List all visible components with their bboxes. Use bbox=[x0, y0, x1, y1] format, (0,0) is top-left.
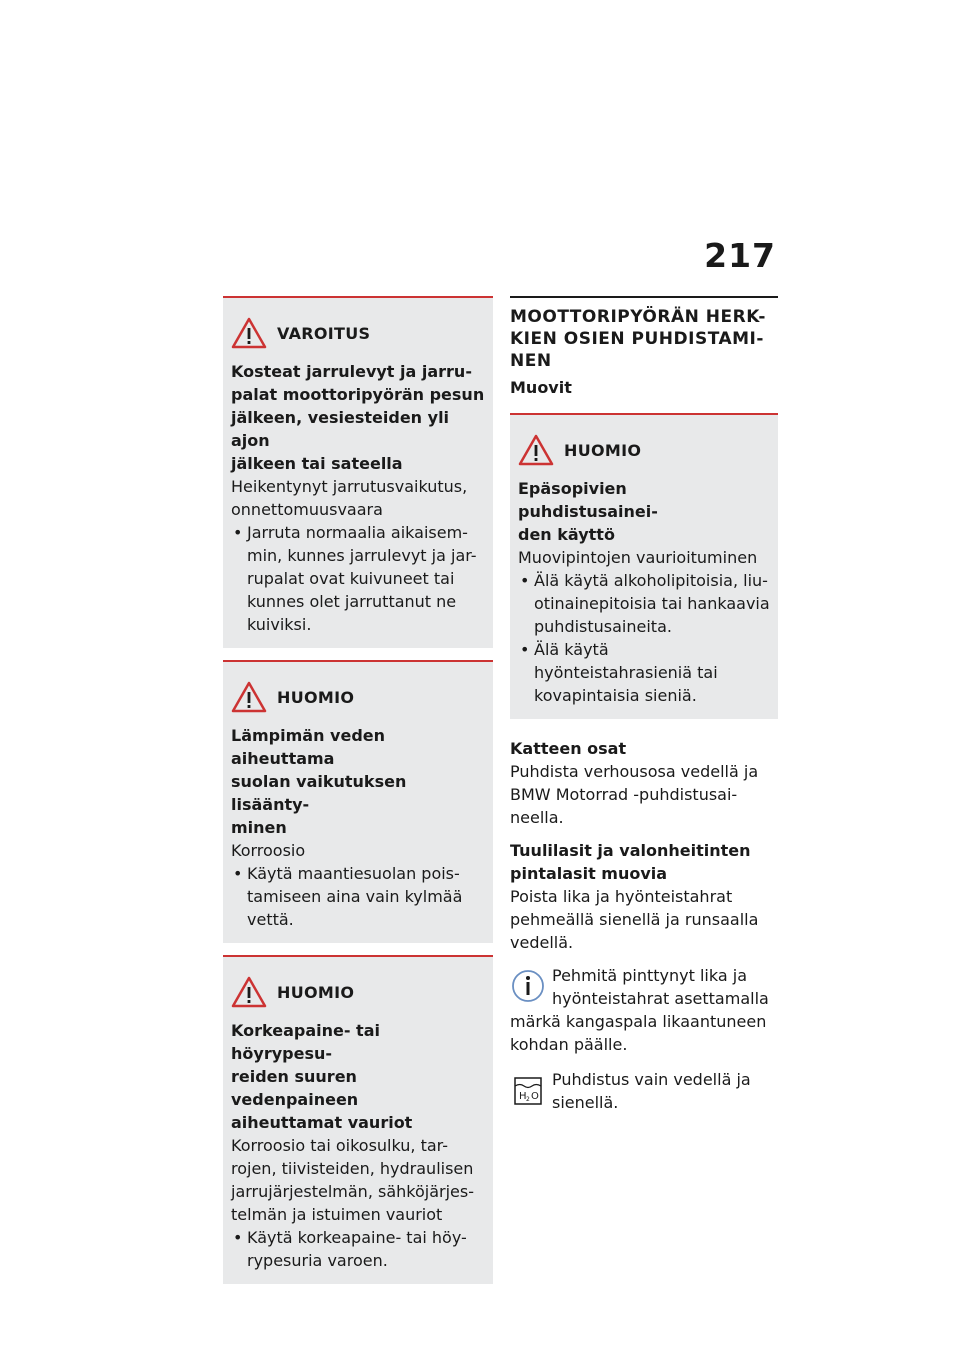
h2o-icon bbox=[510, 1070, 546, 1110]
box-title-line: Epäsopivien puhdistusainei- bbox=[518, 479, 658, 521]
box-text-line: Korroosio tai oikosulku, tar- bbox=[231, 1136, 448, 1155]
warning-triangle-icon bbox=[231, 317, 267, 349]
bullet-item: • Älä käytä alkoholipitoisia, liu-otinainepitoisia tai hankaavia puhdistusaineita. bbox=[518, 569, 770, 638]
box-text-line: telmän ja istuimen vauriot bbox=[231, 1205, 443, 1224]
page-number: 217 bbox=[704, 236, 776, 275]
section-title-line: KIEN OSIEN PUHDISTAMI- bbox=[510, 329, 764, 349]
box-title bbox=[231, 360, 485, 475]
info-note bbox=[510, 964, 778, 1056]
box-title-line: Korkeapaine- tai höyrypesu- bbox=[231, 1021, 380, 1063]
box-text-line: onnettomuusvaara bbox=[231, 500, 383, 519]
notice-box bbox=[223, 955, 493, 1284]
bullet-item: • Älä käytä hyönteistahrasieniä tai kovapintaisia sieniä. bbox=[518, 638, 770, 707]
box-title-line: den käyttö bbox=[518, 525, 615, 544]
notice-box bbox=[510, 413, 778, 719]
section-title-line: NEN bbox=[510, 351, 552, 371]
warning-triangle-icon bbox=[231, 976, 267, 1008]
box-title-line: jälkeen tai sateella bbox=[231, 454, 403, 473]
box-type-label: VAROITUS bbox=[277, 323, 371, 343]
box-type-label: HUOMIO bbox=[277, 687, 355, 707]
section-heading-line: Tuulilasit ja valonheitinten bbox=[510, 841, 751, 860]
bullet-list bbox=[231, 1226, 485, 1272]
svg-text:O: O bbox=[531, 1091, 539, 1102]
box-text bbox=[231, 839, 485, 862]
box-title bbox=[231, 1019, 485, 1134]
box-text-line: Heikentynyt jarrutusvaikutus, bbox=[231, 477, 468, 496]
box-title bbox=[518, 477, 770, 546]
warning-box bbox=[223, 296, 493, 648]
box-text bbox=[518, 546, 770, 569]
info-icon bbox=[510, 966, 546, 1006]
bullet-item: • Jarruta normaalia aikaisem-min, kunnes jarrulevyt ja jar-rupalat ovat kuivuneet tai kunnes olet jarruttanut ne kuiviksi. bbox=[231, 521, 485, 636]
section-heading bbox=[510, 839, 778, 885]
section-title-line: MOOTTORIPYÖRÄN HERK- bbox=[510, 307, 766, 327]
box-title-line: minen bbox=[231, 818, 287, 837]
box-text bbox=[231, 475, 485, 521]
box-text-line: jarrujärjestelmän, sähköjärjes- bbox=[231, 1182, 474, 1201]
bullet-item: • Käytä maantiesuolan pois-tamiseen aina vain kylmää vettä. bbox=[231, 862, 485, 931]
box-type-label: HUOMIO bbox=[564, 440, 642, 460]
section-text: Puhdista verhousosa vedellä ja BMW Motorrad -puhdistusai-neella. bbox=[510, 762, 759, 827]
box-title-line: jälkeen, vesiesteiden yli ajon bbox=[231, 408, 450, 450]
box-text bbox=[231, 1134, 485, 1226]
box-type-label: HUOMIO bbox=[277, 982, 355, 1002]
bullet-list bbox=[231, 521, 485, 636]
box-title-line: Lämpimän veden aiheuttama bbox=[231, 726, 386, 768]
box-title-line: palat moottoripyörän pesun bbox=[231, 385, 485, 404]
section-heading-line: pintalasit muovia bbox=[510, 864, 668, 883]
svg-text:H: H bbox=[519, 1091, 527, 1102]
svg-text:2: 2 bbox=[526, 1096, 530, 1103]
section-heading: Katteen osat bbox=[510, 739, 627, 758]
warning-triangle-icon bbox=[518, 434, 554, 466]
note-text: Puhdistus vain vedellä ja sienellä. bbox=[552, 1070, 751, 1112]
bullet-list bbox=[231, 862, 485, 931]
box-title-line: suolan vaikutuksen lisäänty- bbox=[231, 772, 407, 814]
box-text-line: Korroosio bbox=[231, 841, 306, 860]
box-title-line: aiheuttamat vauriot bbox=[231, 1113, 413, 1132]
bullet-list bbox=[518, 569, 770, 707]
warning-triangle-icon bbox=[231, 681, 267, 713]
box-title-line: Kosteat jarrulevyt ja jarru- bbox=[231, 362, 472, 381]
box-text-line: rojen, tiivisteiden, hydraulisen bbox=[231, 1159, 474, 1178]
section-text: Poista lika ja hyönteistahrat pehmeällä sienellä ja runsaalla vedellä. bbox=[510, 887, 759, 952]
note-text: Pehmitä pinttynyt lika ja hyönteistahrat asettamalla märkä kangaspala likaantuneen kohdan päälle. bbox=[510, 966, 769, 1054]
water-note bbox=[510, 1068, 778, 1114]
left-column bbox=[223, 296, 493, 1292]
box-title bbox=[231, 724, 485, 839]
notice-box bbox=[223, 660, 493, 943]
box-title-line: reiden suuren vedenpaineen bbox=[231, 1067, 359, 1109]
right-column bbox=[510, 296, 778, 1126]
box-text-line: Muovipintojen vaurioituminen bbox=[518, 548, 758, 567]
section-title bbox=[510, 296, 778, 372]
bullet-item: • Käytä korkeapaine- tai höy-rypesuria varoen. bbox=[231, 1226, 485, 1272]
subheading: Muovit bbox=[510, 378, 572, 397]
